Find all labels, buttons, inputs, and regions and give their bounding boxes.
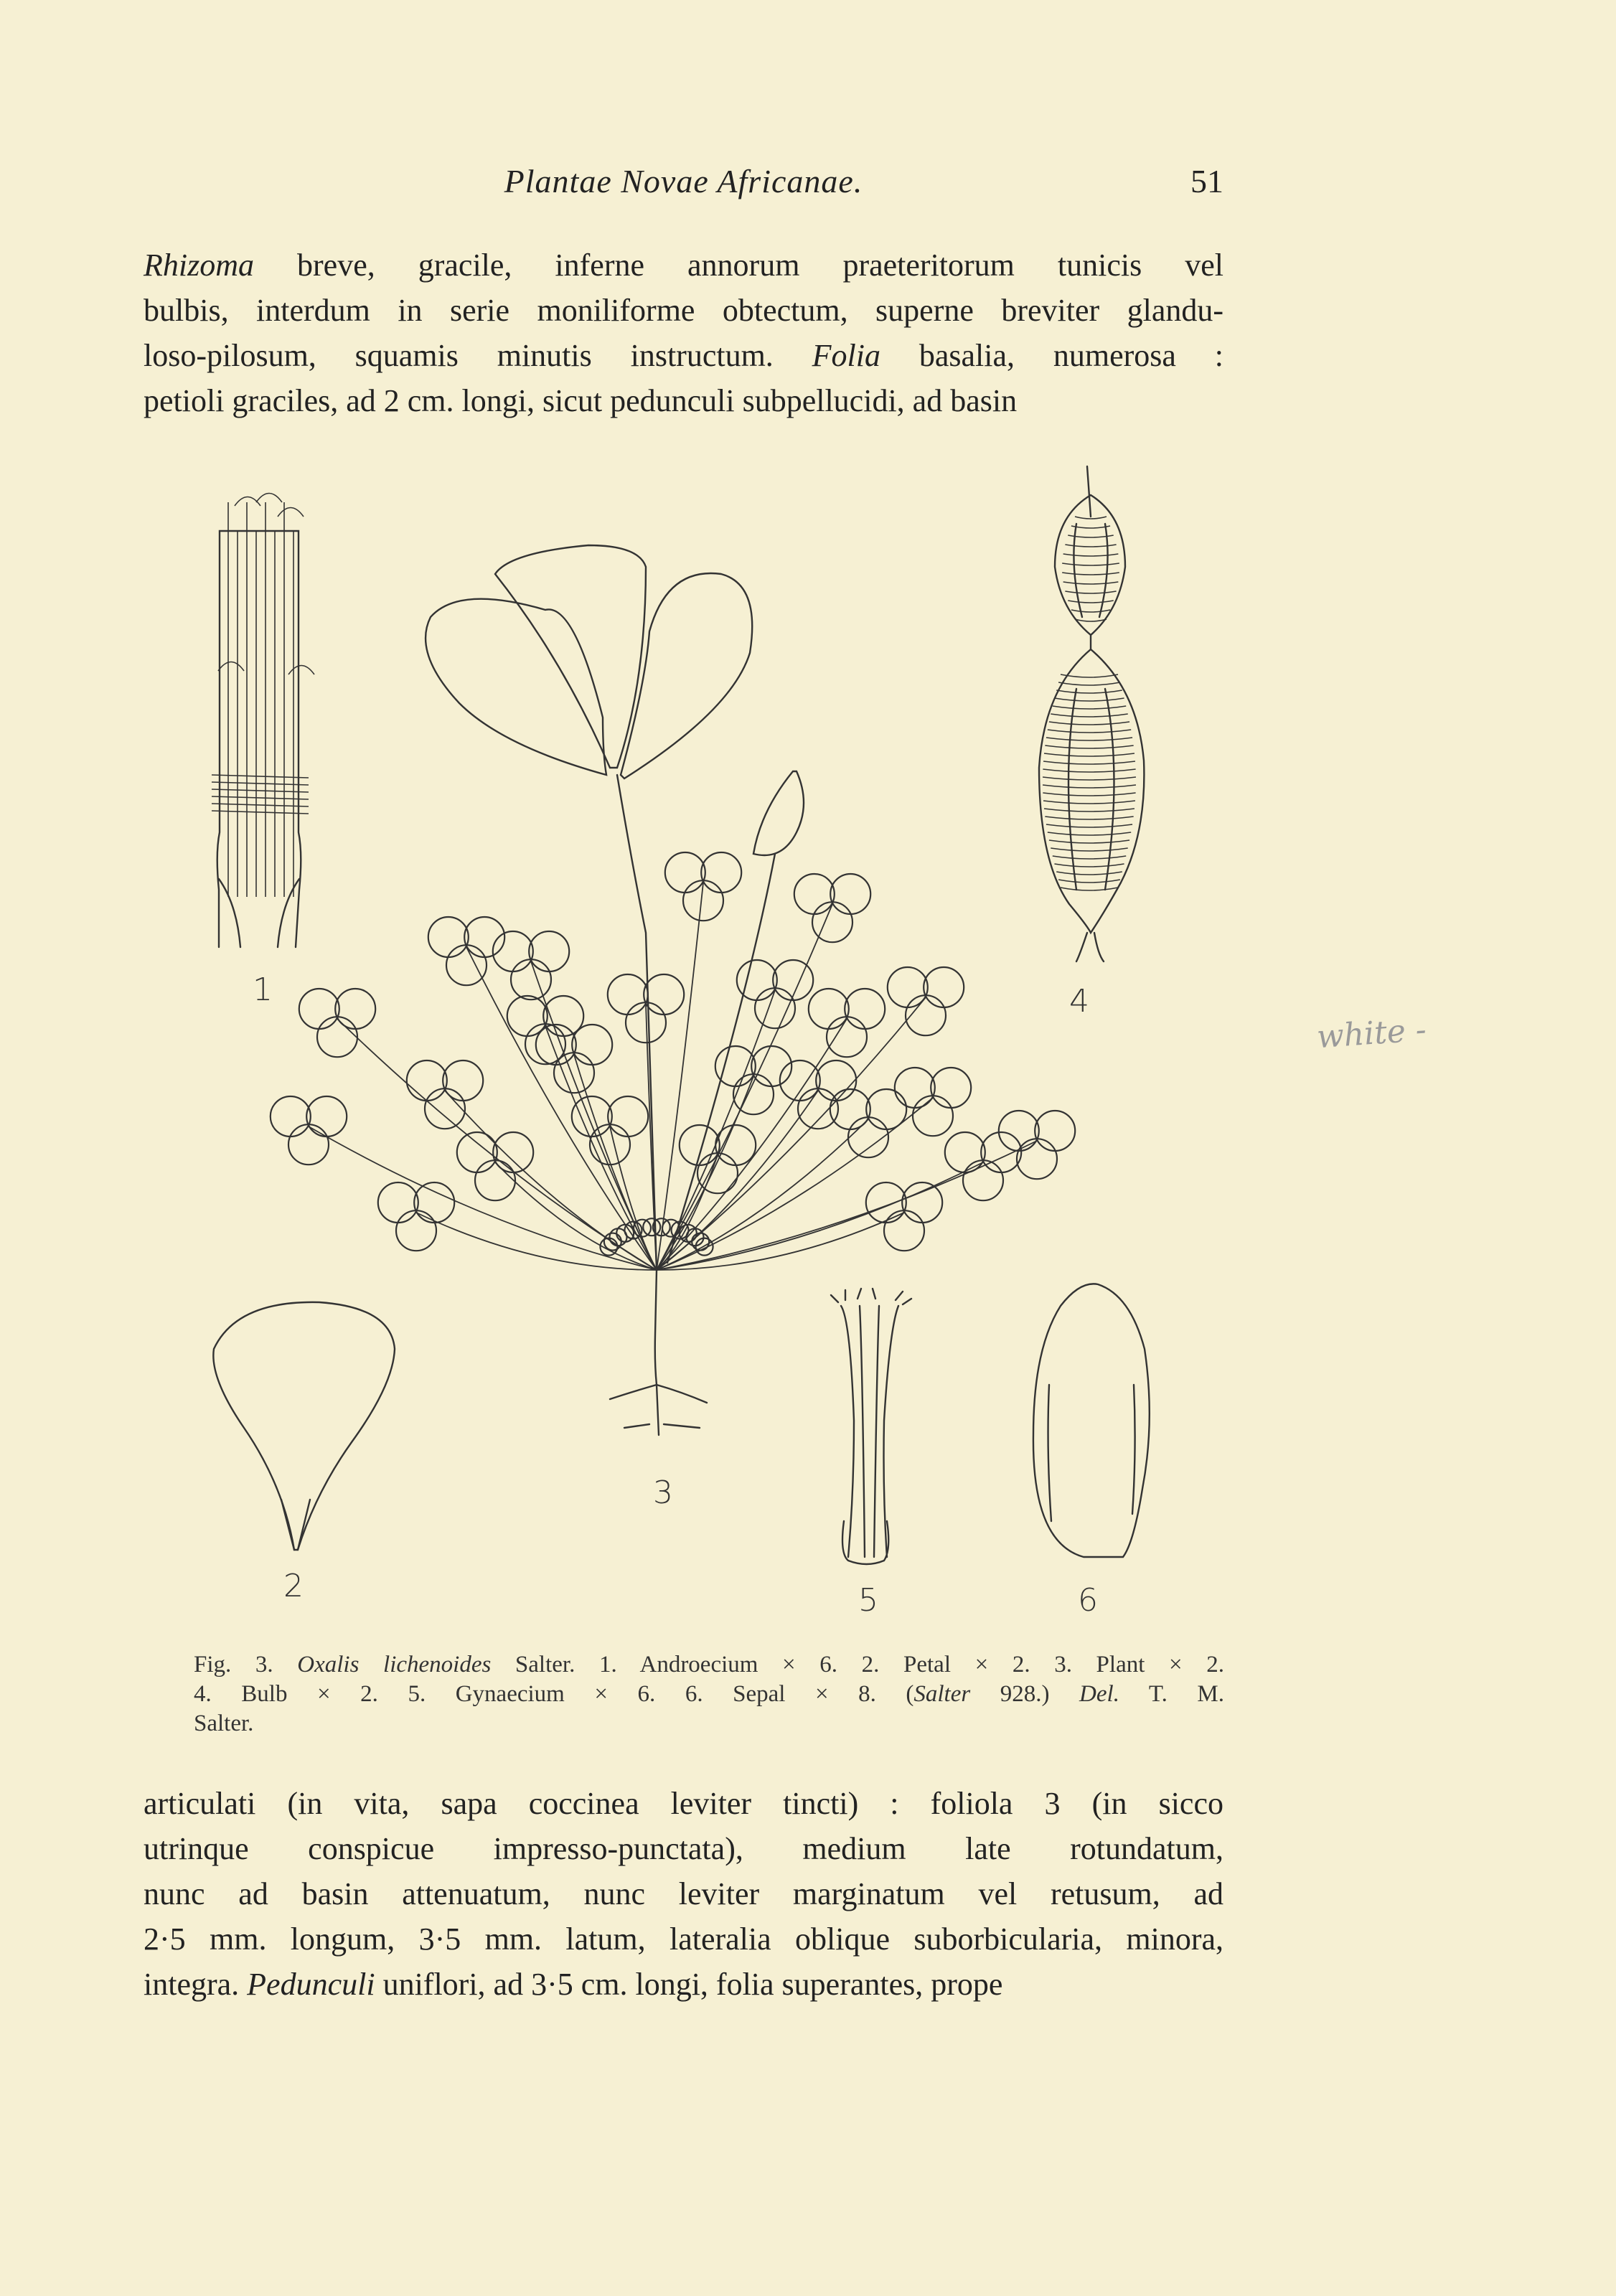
italic-run: Pedunculi [247, 1967, 375, 2002]
leaflet [715, 1046, 791, 1114]
text-run: T. M. [1119, 1681, 1224, 1707]
leaflet [507, 996, 583, 1064]
text-line [144, 1871, 1223, 1916]
figure-label-5: 5 [858, 1582, 878, 1619]
text-line [194, 1680, 1224, 1709]
leaflet [737, 960, 813, 1028]
text-run: 4. Bulb × 2. 5. Gynaecium × 6. 6. Sepal × 8. ( [194, 1681, 914, 1707]
handwritten-margin-note: white - [1315, 1011, 1428, 1056]
leaflet [780, 1060, 856, 1129]
text-line [144, 1962, 1223, 2007]
leaflet [428, 917, 504, 985]
text-line [144, 1826, 1223, 1871]
sepal-drawing [1033, 1284, 1150, 1557]
italic-run: Oxalis lichenoides [297, 1652, 492, 1678]
text-line [144, 333, 1223, 378]
gynaecium-drawing [831, 1289, 911, 1564]
italic-run: Rhizoma [144, 248, 254, 283]
paragraph-top [144, 243, 1223, 423]
text-run: uniflori, ad 3·5 cm. longi, folia superantes, prope [375, 1967, 1003, 2002]
text-line [144, 288, 1223, 333]
leaflet [378, 1182, 454, 1251]
leaflet [830, 1089, 906, 1157]
leaflet [866, 1182, 942, 1251]
text-run: 928.) [970, 1681, 1080, 1707]
italic-run: Del. [1079, 1681, 1119, 1707]
text-run: Salter. [194, 1711, 254, 1736]
figure-label-3: 3 [653, 1474, 673, 1511]
text-run: nunc ad basin attenuatum, nunc leviter marginatum vel retusum, ad [144, 1876, 1223, 1911]
italic-run: Folia [812, 338, 880, 373]
page-number: 51 [1190, 163, 1223, 199]
text-run: loso-pilosum, squamis minutis instructum. [144, 338, 812, 373]
text-run: Salter. 1. Androecium × 6. 2. Petal × 2. 3. Plant × 2. [491, 1652, 1224, 1678]
text-run: petioli graciles, ad 2 cm. longi, sicut pedunculi subpellucidi, ad basin [144, 383, 1018, 418]
leaflet [680, 1125, 756, 1193]
figure-label-1: 1 [253, 971, 273, 1008]
text-line [194, 1650, 1224, 1680]
text-line [144, 1781, 1223, 1826]
leaflet [999, 1111, 1075, 1179]
leaflet [493, 931, 569, 999]
leaflet [945, 1132, 1021, 1200]
plant-drawing [426, 545, 804, 1435]
text-run: articulati (in vita, sapa coccinea leviter tincti) : foliola 3 (in sicco [144, 1786, 1223, 1821]
text-run: basalia, numerosa : [880, 338, 1224, 373]
leaflet [271, 1096, 347, 1165]
figure-label-4: 4 [1069, 983, 1089, 1020]
text-line [144, 243, 1223, 288]
figure-label-2: 2 [283, 1568, 304, 1604]
figure-label-6: 6 [1078, 1582, 1098, 1619]
petal-drawing [213, 1302, 395, 1550]
leaflet [809, 989, 885, 1057]
italic-run: Salter [913, 1681, 971, 1707]
androecium-drawing [217, 531, 301, 947]
text-run: Fig. 3. [194, 1652, 298, 1678]
leaflet [572, 1096, 648, 1165]
leaflet [608, 974, 684, 1043]
leaflet [665, 852, 741, 921]
leaflet [299, 989, 375, 1057]
text-line [144, 1916, 1223, 1962]
text-run: bulbis, interdum in serie moniliforme obtectum, superne breviter glandu- [144, 293, 1223, 328]
text-run: integra. [144, 1967, 248, 2002]
paragraph-bottom [144, 1781, 1223, 2007]
leaflet [888, 967, 964, 1035]
bulb-drawing [1039, 466, 1144, 961]
page-header [144, 162, 1223, 212]
figure-caption [194, 1650, 1224, 1739]
text-run: 2·5 mm. longum, 3·5 mm. latum, lateralia oblique suborbicularia, minora, [144, 1921, 1223, 1957]
leaflet [794, 874, 870, 942]
text-line [144, 378, 1223, 423]
text-run: breve, gracile, inferne annorum praeteritorum tunicis vel [254, 248, 1223, 283]
leaflet [536, 1025, 612, 1093]
leaflet [407, 1060, 483, 1129]
text-line [194, 1709, 1224, 1739]
text-run: utrinque conspicue impresso-punctata), medium late rotundatum, [144, 1831, 1223, 1866]
leaflet [895, 1068, 971, 1136]
running-title: Plantae Novae Africanae. [504, 163, 863, 199]
leaflet [457, 1132, 533, 1200]
